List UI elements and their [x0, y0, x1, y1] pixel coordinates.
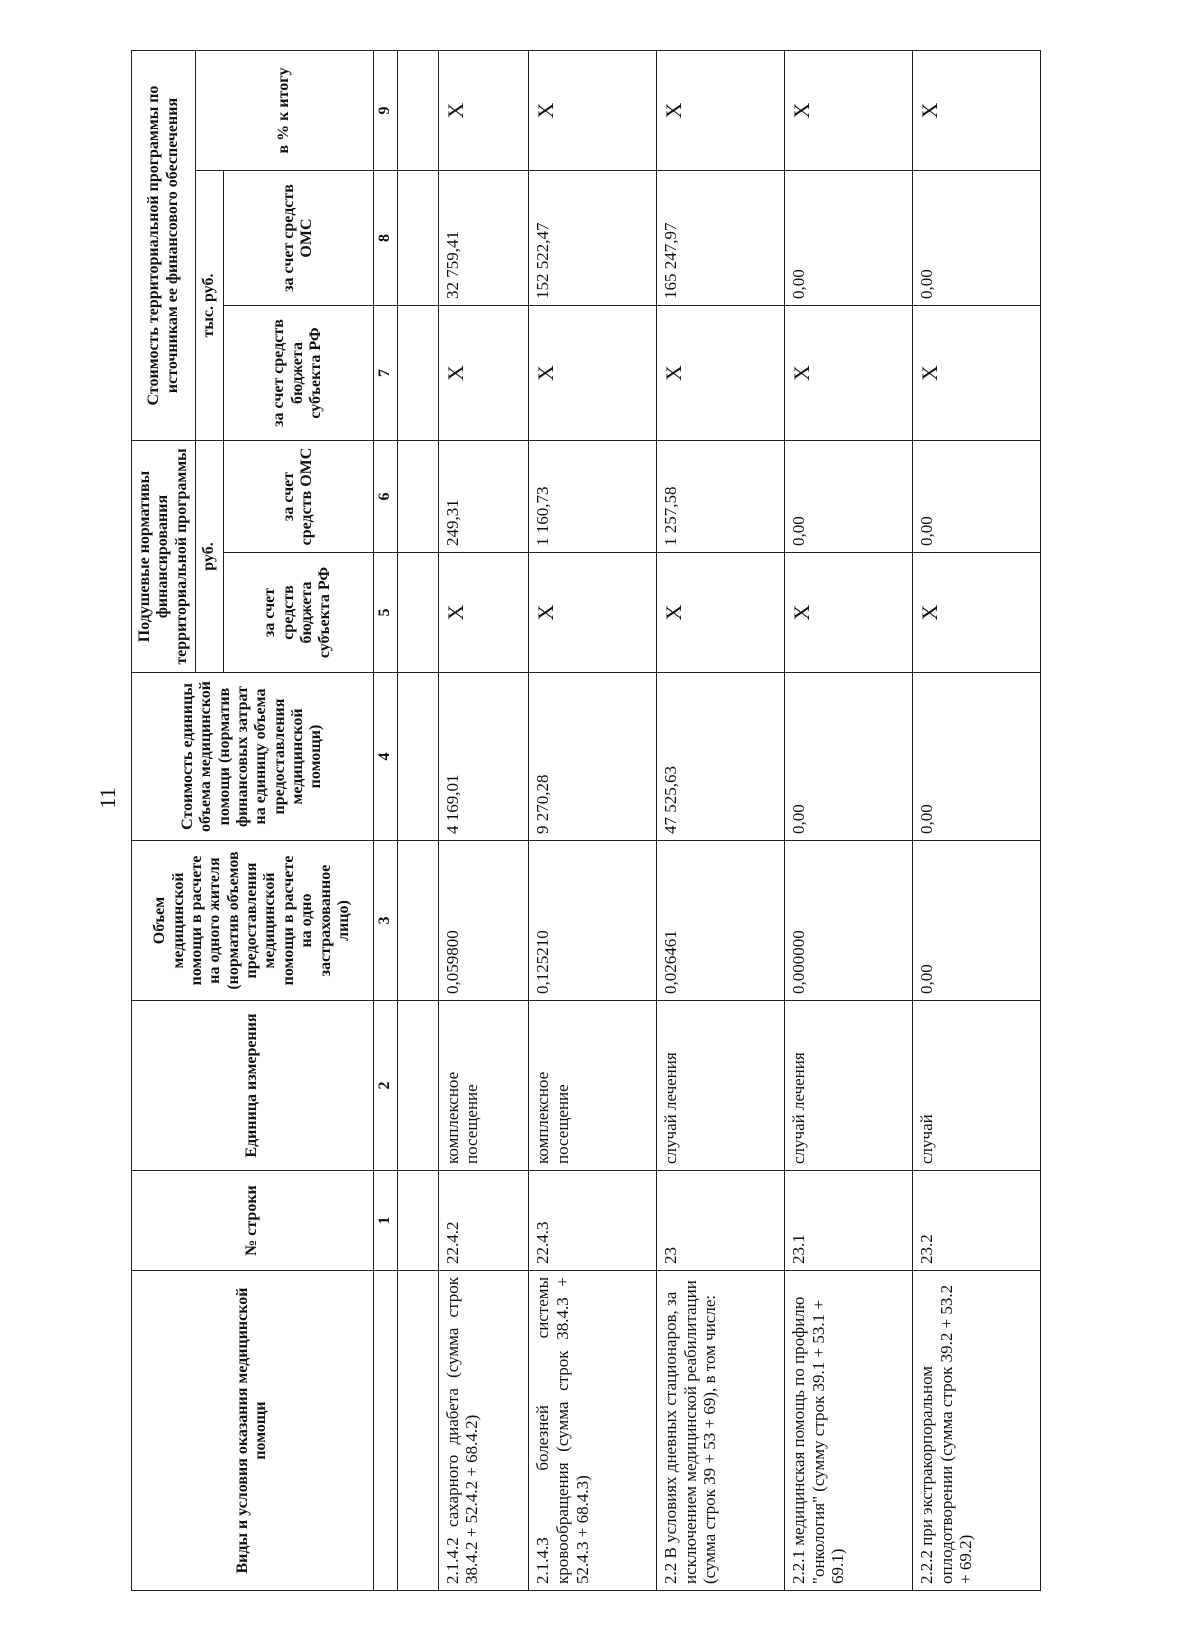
row-volume: 0,059800	[438, 841, 529, 1001]
column-number: 9	[373, 50, 397, 170]
row-norm-oms: 0,00	[913, 441, 1041, 553]
row-cost: 0,00	[785, 673, 913, 841]
row-line: 23.1	[785, 1171, 913, 1271]
column-number: 5	[373, 553, 397, 673]
row-name: 2.2.1 медицинская помощь по профилю "онкология" (сумму строк 39.1 + 53.1 + 69.1)	[785, 1271, 913, 1591]
column-number: 6	[373, 441, 397, 553]
row-norm-oms: 249,31	[438, 441, 529, 553]
row-volume: 0,026461	[657, 841, 785, 1001]
row-total-oms: 32 759,41	[438, 171, 529, 306]
row-norm-oms: 1 160,73	[529, 441, 657, 553]
row-norm-oms: 0,00	[785, 441, 913, 553]
row-unit: комплексное посещение	[438, 1001, 529, 1171]
header-thousand-rub: тыс. руб.	[196, 171, 223, 441]
header-percent: в % к итогу	[196, 50, 373, 170]
row-percent: X	[657, 50, 785, 170]
header-unit-cost: Стоимость единицы объема медицинской помощи (норматив финансовых затрат на единицу объема предоставления медицинской помощи)	[132, 673, 374, 841]
header-total-oms: за счет средств ОМС	[223, 171, 373, 306]
row-volume: 0,000000	[785, 841, 913, 1001]
column-number: 1	[373, 1171, 397, 1271]
column-number: 4	[373, 673, 397, 841]
row-percent: X	[785, 50, 913, 170]
row-cost: 0,00	[913, 673, 1041, 841]
row-total-oms: 165 247,97	[657, 171, 785, 306]
header-norm-budget: за счет средств бюджета субъекта РФ	[223, 553, 373, 673]
row-line: 22.4.3	[529, 1171, 657, 1271]
header-unit: Единица измерения	[132, 1001, 374, 1171]
column-number: 3	[373, 841, 397, 1001]
header-total-budget: за счет средств бюджета субъекта РФ	[223, 306, 373, 441]
financing-table	[131, 50, 1041, 1591]
header-kinds: Виды и условия оказания медицинской помощи	[132, 1271, 374, 1591]
header-cost-group: Стоимость территориальной программы по источникам ее финансового обеспечения	[132, 50, 196, 440]
rotated-page	[131, 51, 1041, 1591]
row-norm-budget: X	[913, 553, 1041, 673]
row-norm-budget: X	[438, 553, 529, 673]
row-total-budget: X	[529, 306, 657, 441]
header-norm-oms: за счет средств ОМС	[223, 441, 373, 553]
table-row	[438, 50, 529, 1590]
row-total-oms: 152 522,47	[529, 171, 657, 306]
row-cost: 4 169,01	[438, 673, 529, 841]
page-number: 11	[95, 787, 120, 809]
row-volume: 0,125210	[529, 841, 657, 1001]
row-cost: 9 270,28	[529, 673, 657, 841]
row-norm-budget: X	[657, 553, 785, 673]
header-rub: руб.	[196, 441, 223, 673]
header-norms-group: Подушевые нормативы финансирования территориальной программы	[132, 441, 196, 673]
row-name: 2.1.4.3 болезней системы кровообращения (сумма строк 38.4.3 + 52.4.3 + 68.4.3)	[529, 1271, 657, 1591]
row-total-budget: X	[657, 306, 785, 441]
row-line: 22.4.2	[438, 1171, 529, 1271]
table-wrapper	[131, 51, 1200, 1584]
table-row	[529, 50, 657, 1590]
table-row	[785, 50, 913, 1590]
header-volume: Объем медицинской помощи в расчете на одного жителя (норматив объемов предоставления медицинской помощи в расчете на одно застрахованное лицо)	[132, 841, 374, 1001]
row-total-oms: 0,00	[785, 171, 913, 306]
column-number: 8	[373, 171, 397, 306]
row-percent: X	[913, 50, 1041, 170]
row-total-budget: X	[438, 306, 529, 441]
header-line-no: № строки	[132, 1171, 374, 1271]
column-number: 2	[373, 1001, 397, 1171]
row-name: 2.1.4.2 сахарного диабета (сумма строк 38.4.2 + 52.4.2 + 68.4.2)	[438, 1271, 529, 1591]
row-total-oms: 0,00	[913, 171, 1041, 306]
row-percent: X	[438, 50, 529, 170]
row-name: 2.2.2 при экстракорпоральном оплодотворении (сумма строк 39.2 + 53.2 + 69.2)	[913, 1271, 1041, 1591]
column-number	[373, 1271, 397, 1591]
row-volume: 0,00	[913, 841, 1041, 1001]
row-norm-oms: 1 257,58	[657, 441, 785, 553]
row-unit: комплексное посещение	[529, 1001, 657, 1171]
row-unit: случай лечения	[657, 1001, 785, 1171]
row-norm-budget: X	[785, 553, 913, 673]
row-total-budget: X	[785, 306, 913, 441]
row-total-budget: X	[913, 306, 1041, 441]
table-row	[913, 50, 1041, 1590]
row-line: 23.2	[913, 1171, 1041, 1271]
row-percent: X	[529, 50, 657, 170]
row-cost: 47 525,63	[657, 673, 785, 841]
row-norm-budget: X	[529, 553, 657, 673]
row-unit: случай лечения	[785, 1001, 913, 1171]
row-name: 2.2 В условиях дневных стационаров, за исключением медицинской реабилитации (сумма строк 39 + 53 + 69), в том числе:	[657, 1271, 785, 1591]
column-number: 7	[373, 306, 397, 441]
table-row	[657, 50, 785, 1590]
row-line: 23	[657, 1171, 785, 1271]
row-unit: случай	[913, 1001, 1041, 1171]
